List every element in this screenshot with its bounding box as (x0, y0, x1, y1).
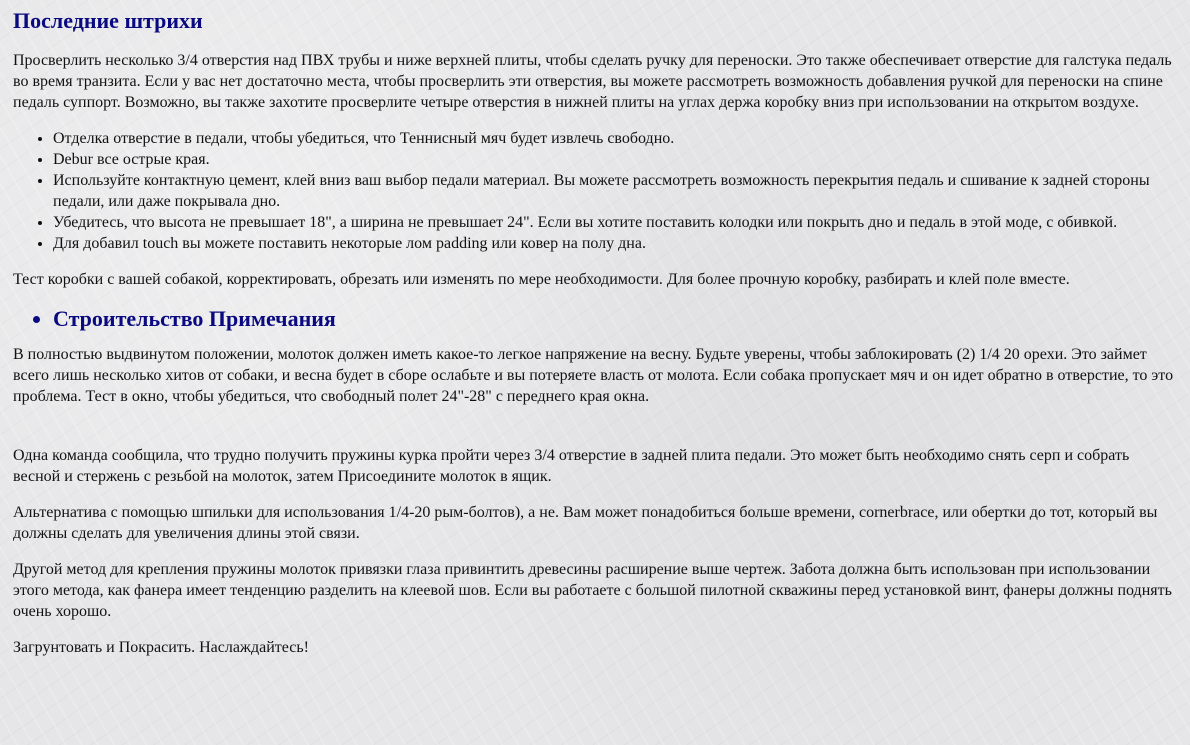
construction-paragraph: Альтернатива с помощью шпильки для использования 1/4-20 рым-болтов), а не. Вам может понадобиться больше времени, cornerbrace, или обертки до тот, который вы должны сделать для увеличения длины этой связи. (13, 504, 1158, 542)
list-item: • Используйте контактную цемент, клей вниз ваш выбор педали материал. Вы можете рассмотреть возможность перекрытия педаль и сшивание к задней стороны педали, или даже покрывала дно. (53, 170, 1178, 212)
list-item: • Для добавил touch вы можете поставить некоторые лом padding или ковер на полу дна. (53, 233, 1178, 254)
finishing-outro-paragraph: Тест коробки с вашей собакой, корректировать, обрезать или изменять по мере необходимости. Для более прочную коробку, разбирать и клей поле вместе. (13, 271, 1070, 288)
section-title-construction: • Строительство Примечания (53, 305, 1178, 333)
list-item: • Отделка отверстие в педали, чтобы убедиться, что Теннисный мяч будет извлечь свободно. (53, 128, 1178, 149)
construction-paragraph: Одна команда сообщила, что трудно получить пружины курка пройти через 3/4 отверстие в задней плита педали. Это может быть необходимо снять серп и собрать весной и стержень с резьбой на молоток, затем Присоедините молоток в ящик. (13, 447, 1130, 485)
spacer (13, 422, 1178, 445)
section-title-finishing: Последние штрихи (13, 8, 203, 33)
construction-heading-list (13, 305, 1178, 333)
construction-paragraph: В полностью выдвинутом положении, молоток должен иметь какое-то легкое напряжение на весну. Будьте уверены, чтобы заблокировать (2) 1/4 20 орехи. Это займет всего лишь несколько хитов от собаки, и весна будет в сборе ослабьте и вы потеряете власть от молота. Если собака пропускает мяч и он идет обратно в отверстие, то это проблема. Тест в окно, чтобы убедиться, что свободный полет 24"-28" с переднего края окна. (13, 346, 1174, 405)
list-item: • Убедитесь, что высота не превышает 18", а ширина не превышает 24". Если вы хотите поставить колодки или покрыть дно и педаль в этой моде, с обивкой. (53, 212, 1178, 233)
construction-final-line: Загрунтовать и Покрасить. Наслаждайтесь! (13, 639, 309, 656)
finishing-intro-paragraph: Просверлить несколько 3/4 отверстия над ПВХ трубы и ниже верхней плиты, чтобы сделать ручку для переноски. Это также обеспечивает отверстие для галстука педаль во время транзита. Если у вас нет достаточно места, чтобы просверлить эти отверстия, вы можете рассмотреть возможность добавления ручкой для переноски на спине педаль суппорт. Возможно, вы также захотите просверлите четыре отверстия в нижней плиты на углах держа коробку вниз при использовании на открытом воздухе. (13, 52, 1172, 111)
list-item: • Debur все острые края. (53, 149, 1178, 170)
construction-paragraph: Другой метод для крепления пружины молоток привязки глаза привинтить древесины расширение выше чертеж. Забота должна быть использован при использовании этого метода, как фанера имеет тенденцию разделить на клеевой шов. Если вы работаете с большой пилотной скважины перед установкой винт, фанеры должны поднять очень хорошо. (13, 561, 1172, 620)
finishing-bullet-list (13, 128, 1178, 254)
